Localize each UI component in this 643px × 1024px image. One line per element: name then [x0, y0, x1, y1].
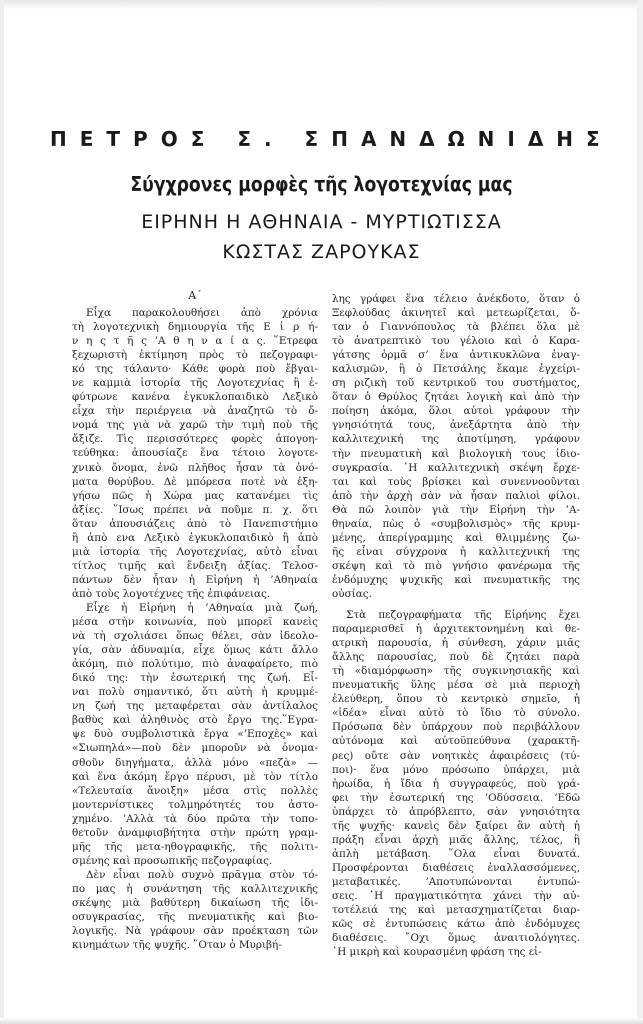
text-line: ἀξίες. ῞Ισως πρέπει νὰ ποῦμε π. χ. ὅτι: [72, 503, 318, 516]
text-line: «ἰδέα» εἶναι αὐτὸ τὸ ἴδιο τὸ σύνολο.: [332, 707, 580, 720]
text-line: ποίηση ἀκόμα, ὅλοι αὐτοὶ γράφουν τὴν: [332, 405, 580, 418]
text-line: γία, σὰν ἀδυναμία, εἶχε ὅμως κάτι ἄλλο: [72, 644, 318, 657]
text-line: κινημάτων τῆς ψυχῆς. ῞Οταν ὁ Μυριβή-: [72, 939, 282, 952]
text-line: ἄλλης παρουσίας, ποὺ δὲ ζητάει παρὰ: [332, 651, 580, 664]
text-line: τὸ ἀνατρεπτικὸ του γέλοιο καὶ ὁ Καρα-: [332, 335, 580, 348]
text-line: ἐνδόμυχης ψυχικῆς καὶ πνευματικῆς της: [332, 573, 580, 586]
text-line: «Τελευταία ἄνοιξη» μέσα στὶς πολλὲς: [72, 784, 318, 797]
text-line: ῆς εἶναι σύγχρονα ἡ καλλιτεχνική της: [332, 545, 580, 558]
text-line: ἀκόμη, πιὸ πολύτιμο, πιὸ ἀναφαίρετο, πιὸ: [72, 658, 318, 671]
text-line: νὰ τὴ σχολιάσει ὅπως θέλει, σὰν ἰδεολο-: [72, 630, 318, 643]
page-edge-left: [0, 0, 4, 1024]
text-line: ν η ς τ ῆ ς ’Α θ η ν α ί α ς. ῞Ετρεφα: [72, 335, 318, 348]
text-line: σκέψης μιὰ βαθύτερη δικαίωση τῆς ἰδι-: [72, 896, 318, 909]
text-line: ἀπὸ τὴν ἀρχὴ σὰν νὰ ἦσαν παλιοὶ φίλοι.: [332, 489, 580, 502]
text-line: σθοῦν διηγήματα, ἀλλὰ μόνο «πεζὰ» —: [72, 756, 318, 769]
text-line: οσυγκρασίας, τῆς πνευματικῆς καὶ βιο-: [72, 911, 318, 924]
text-line: ψε δυὸ συμβολιστικὰ ἔργα «’Εποχὲς» καὶ: [72, 728, 318, 741]
text-line: ατρικὴ παρουσία, ἡ σύνθεση, χάριν μιᾶς: [332, 637, 580, 650]
left-text-column: [72, 306, 318, 952]
text-line: φει τὴν ἐσωτερική της ’Οδύσσεια. ’Εδῶ: [332, 791, 580, 804]
text-line: ὅταν ὁ Θρύλος ζητάει λογικὴ καὶ ἀπὸ τὴν: [332, 391, 580, 404]
text-line: καὶ ἕνα ἀκόμη ἔργο πέρυσι, μὲ τὸν τίτλο: [72, 770, 318, 783]
text-line: τίτλος τιμῆς καὶ ἔνδειξη ἀξίας. Τελοσ-: [72, 559, 318, 572]
text-line: ἄξιζε. Τὶς περισσότερες φορὲς ἀπογοη-: [72, 433, 318, 446]
text-line: καλλιτεχνική της ἀποτίμηση, γράφουν: [332, 433, 580, 446]
text-line: θετοῦν ἀναμφισβήτητα στὴν πρώτη γραμ-: [72, 826, 318, 839]
text-line: σεις. ῾Η πραγματικότητα χάνει τὴν αὐ-: [332, 889, 580, 902]
text-line: χνικὸ ὄνομα, ἐνῶ πλῆθος ἦσαν τὰ ὀνό-: [72, 461, 318, 474]
text-line: ἡρωίδα, ἡ ἴδια ἡ συγγραφεύς, ποὺ γρά-: [332, 777, 580, 790]
text-line: ποι)· ἕνα μόνο πρόσωπο ὑπάρχει, μιὰ: [332, 763, 580, 776]
article-subject-line-2: ΚΩΣΤΑΣ ΖΑΡΟΥΚΑΣ: [222, 241, 421, 263]
text-line: ὅταν ἀπουσιάζεις ἀπὸ τὸ Πανεπιστήμιο: [72, 517, 318, 530]
text-line: αὐτόνομα καὶ αὐτοϋπεύθυνα (χαρακτῆ-: [332, 735, 580, 748]
text-line: νε καμμιὰ ἱστορία τῆς Λογοτεχνίας ἢ ἐ-: [72, 377, 318, 390]
text-line: Εἶχα παρακολουθήσει ἀπὸ χρόνια: [86, 307, 318, 319]
text-line: παραμερισθεῖ ἡ ἀρχιτεκτονημένη καὶ θε-: [332, 623, 580, 636]
text-line: «Σιωπηλά»—ποὺ δὲν μποροῦν νὰ ὀνομα-: [72, 742, 318, 755]
text-line: βαθὺς καὶ ἀληθινὸς στὸ ἔργο της.῞Εγρα-: [72, 714, 318, 727]
text-line: τῆς ψυχῆς· κανεὶς δὲν ξαίρει ἂν αὐτὴ ἡ: [332, 819, 580, 832]
text-line: μέσα στὴν κοινωνία, ποὺ μπορεῖ κανεὶς: [72, 616, 318, 629]
text-line: χημένο. ’Αλλὰ τὰ δύο πρῶτα τὴν τοπο-: [72, 812, 318, 825]
text-line: γνησιότητά τους, ἀνεξάρτητα ἀπὸ τὴν: [332, 419, 580, 432]
text-line: σκέψη καὶ τὸ πιὸ γνήσιο φανέρωμα τῆς: [332, 559, 580, 572]
right-text-column: [332, 292, 580, 959]
text-line: μιὰ ἱστορία τῆς Λογοτεχνίας, αὐτὸ εἶναι: [72, 545, 318, 558]
text-line: μεταβατικές. ’Αποτυπώνονται ἐντυπώ-: [332, 875, 580, 888]
text-line: ναι πολὺ σημαντικό, ὅτι αὐτὴ ἡ κρυμμέ-: [72, 686, 318, 699]
series-title: Σύγχρονες μορφὲς τῆς λογοτεχνίας μας: [130, 172, 513, 196]
page-edge-top: [0, 0, 643, 10]
text-line: γήσω πῶς ἡ Χώρα μας κατανέμει τὶς: [72, 489, 318, 502]
text-line: μένης, ἀπερίγραμμης καὶ θλιμμένης ζω-: [332, 531, 580, 544]
text-line: λης γράφει ἕνα τέλειο ἀνέκδοτο, ὅταν ὁ: [332, 293, 580, 305]
text-line: διαθέσεις. ῎Οχι ὅμως ἀναιτιολόγητες.: [332, 932, 580, 945]
text-line: ματα θορύβου. Δὲ μπόρεσα ποτὲ νὰ ἐξη-: [72, 475, 318, 488]
text-line: τοτέλειά της καὶ μετασχηματίζεται διαρ-: [332, 904, 580, 917]
text-line: νομά της γιὰ νὰ χαρῶ τὴν τιμὴ ποὺ τῆς: [72, 419, 318, 432]
text-line: ξεχωριστὴ ἐκτίμηση πρὸς τὸ πεζογραφι-: [72, 349, 318, 362]
text-line: κῶς σὲ ἐντυπώσεις κάτω ἀπὸ ἐνδόμυχες: [332, 918, 580, 931]
text-line: ται καὶ τοὺς βρίσκει καὶ συνεννοοῦνται: [332, 475, 580, 488]
text-line: Δὲν εἶναι πολὺ συχνὸ πρᾶγμα στὸν τό-: [86, 868, 318, 881]
text-line: Θὰ πῶ λοιπὸν γιὰ τὴν Εἰρήνη τὴν ’Α-: [332, 503, 580, 516]
text-line: δικό της: τὴν ἐσωτερική της ζωή. Εἶ-: [72, 672, 318, 685]
text-line: τὴ λογοτεχνικὴ δημιουργία τῆς Ε ἰ ρ ή-: [72, 321, 318, 334]
text-line: κό της τάλαντο· Κάθε φορὰ ποὺ ἔβγαι-: [72, 363, 318, 376]
section-marker: Α΄: [188, 289, 202, 302]
text-line: πράξη εἶναι ἀρχὴ μιᾶς ἄλλης, τέλος, ἢ: [332, 833, 580, 846]
text-line: ταν ὁ Γιαννόπουλος τὰ βλέπει ὅλα μὲ: [332, 321, 580, 334]
text-line: Ξεφλούδας ἀκινητεῖ καὶ μετεωρίζεται, ὅ-: [332, 307, 580, 320]
text-line: Πρόσωπα δὲν ὑπάρχουν ποὺ περιβάλλουν: [332, 721, 580, 734]
text-line: πνευματικῆς ὕλης μέσα σὲ μιὰ περιοχὴ: [332, 679, 580, 692]
page-edge-bottom: [0, 1018, 643, 1024]
text-line: ῾Η μικρὴ καὶ κουρασμένη φράση της εἰ-: [332, 946, 542, 959]
text-line: πάντων δὲν ἦταν ἡ Εἰρήνη ἡ ’Αθηναία: [72, 573, 318, 586]
text-line: ἁπλὴ μετάβαση. ῞Ολα εἶναι δυνατά.: [332, 847, 580, 860]
text-line: γάτσης ὁρμᾶ σ’ ἕνα ἀντικυκλῶνα ἐναγ-: [332, 349, 580, 362]
page-edge-right: [637, 0, 643, 1024]
text-line: Προσφέρονται διαθέσεις ἐναλλασσόμενες,: [332, 861, 580, 874]
text-line: ἀπὸ τοὺς λογοτέχνες τῆς ἐπιφάνειας.: [72, 587, 271, 600]
text-line: ἢ ἀπὸ ενα Λεξικὸ ἐγκυκλοπαιδικὸ ἢ ἀπὸ: [72, 531, 318, 544]
text-line: συγκρασία. ῾Η καλλιτεχνικὴ σκέψη ἔρχε-: [332, 461, 580, 474]
paragraph-gap: [332, 601, 580, 608]
text-line: Εἶχε ἡ Εἰρήνη ἡ ’Αθηναία μιὰ ζωή,: [86, 601, 318, 614]
text-line: θηναία, πὼς ὁ «συμβολισμὸς» τῆς κρυμ-: [332, 517, 580, 530]
text-line: τὴ «διαμόρφωση» τῆς συγκινησιακῆς καὶ: [332, 665, 580, 678]
text-line: τὴν πνευματικὴ καὶ βιολογικὴ τους ἰδιο-: [332, 447, 580, 460]
text-line: λογικῆς. Νὰ γράφουν σὰν προέκταση τῶν: [72, 925, 318, 938]
text-line: σμένης καὶ προσωπικῆς πεζογραφίας.: [72, 854, 273, 867]
text-line: μῆς τῆς μετα-ηθογραφικῆς, τῆς πολιτι-: [72, 840, 318, 853]
text-line: τεύθηκα: ἀπουσίαζε ἕνα τέτοιο λογοτε-: [72, 447, 318, 460]
text-line: μοντερνίστικες τολμηρότητές του ἀστο-: [72, 798, 318, 811]
text-line: ρες) οὔτε σὰν νοητικὲς ἀφαιρέσεις (τύ-: [332, 749, 580, 762]
author-name: ΠΕΤΡΟΣ Σ. ΣΠΑΝΔΩΝΙΔΗΣ: [50, 127, 613, 151]
text-line: νη ζωή της μεταφέρεται σὰν ἀντίλαλος: [72, 700, 318, 713]
text-line: Στὰ πεζογραφήματα τῆς Εἰρήνης ἔχει: [346, 609, 580, 622]
text-line: εἶχα τὴν περιέργεια νὰ ἀναζητῶ τὸ ὄ-: [72, 405, 318, 418]
text-line: ση ριζικὴ τοῦ κεντρικοῦ του συστήματος,: [332, 377, 580, 390]
article-subject-line-1: ΕΙΡΗΝΗ Η ΑΘΗΝΑΙΑ - ΜΥΡΤΙΩΤΙΣΣΑ: [141, 211, 502, 233]
text-line: ἐλεύθερη, ὅπου τὸ κεντρικὸ σημεῖο, ἡ: [332, 693, 580, 706]
text-line: οὐσίας.: [332, 587, 372, 600]
text-line: πο μας ἡ συνάντηση τῆς καλλιτεχνικῆς: [72, 882, 318, 895]
text-line: καλισμῶν, ἢ ὁ Πετσάλης ἔκαμε ἐγχείρι-: [332, 363, 580, 376]
text-line: φύτρωνε κανένα ἐγκυκλοπαιδικὸ Λεξικὸ: [72, 391, 318, 404]
text-line: ὑπάρχει τὸ ἀπρόβλεπτο, σὰν γνησιότητα: [332, 805, 580, 818]
